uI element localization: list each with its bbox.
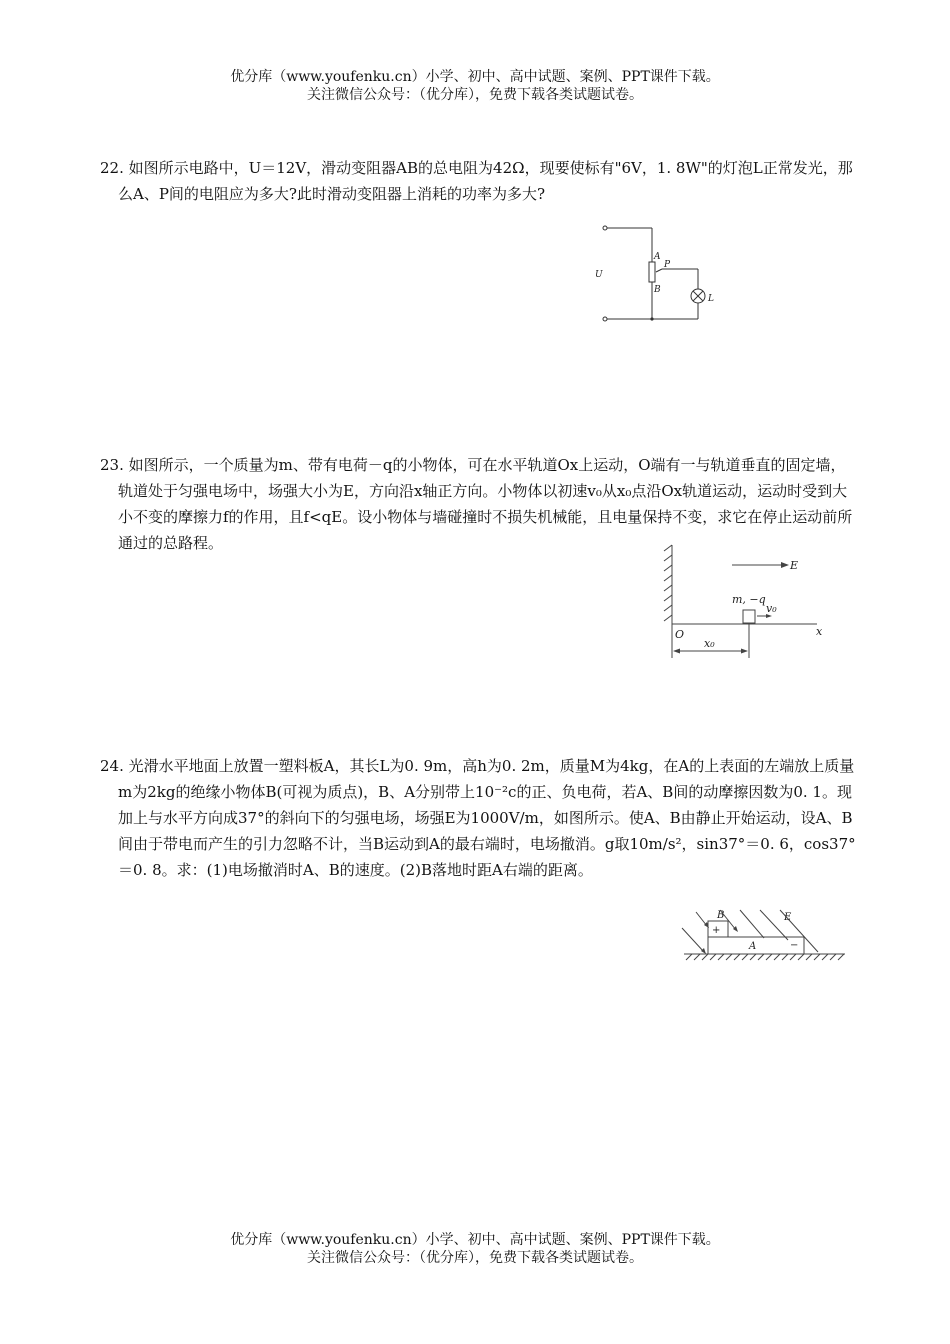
label-minus: − xyxy=(790,940,799,951)
label-plus: + xyxy=(712,925,721,936)
label-a: A xyxy=(749,941,757,952)
label-mq: m, −q xyxy=(732,593,766,606)
header-line-2: 关注微信公众号：（优分库），免费下载各类试题试卷。 xyxy=(307,87,643,103)
label-o: O xyxy=(675,628,685,641)
circuit-diagram xyxy=(590,222,720,327)
label-a: A xyxy=(654,252,661,262)
label-b: B xyxy=(654,285,661,295)
label-x: x xyxy=(816,625,823,638)
label-u: U xyxy=(595,270,603,280)
label-x0: x₀ xyxy=(704,637,715,650)
track-wall-diagram xyxy=(662,543,837,663)
label-b: B xyxy=(717,910,725,921)
label-p: P xyxy=(664,260,671,270)
question-24 xyxy=(100,753,860,883)
question-24-text: 24. 光滑水平地面上放置一塑料板A，其长L为0. 9m，高h为0. 2m，质量M为4kg，在A的上表面的左端放上质量m为2kg的绝缘小物体B(可视为质点)，B、A分别带上10⁻²c的正、负电荷，若A、B间的动摩擦因数为0. 1。现加上与水平方向成37°的斜向下的匀强电场，场强E为1000V/m，如图所示。使A、B由静止开始运动，设A、B间由于带电而产生的引力忽略不计，当B运动到A的最右端时，电场撤消。g取10m/s²，sin37°＝0. 6，cos37°＝0. 8。求：(1)电场撤消时A、B的速度。(2)B落地时距A右端的距离。 xyxy=(100,757,856,879)
page-header xyxy=(0,68,950,104)
question-22-text: 22. 如图所示电路中，U＝12V，滑动变阻器AB的总电阻为42Ω，现要使标有"6V，1. 8W"的灯泡L正常发光，那么A、P间的电阻应为多大?此时滑动变阻器上消耗的功率为多大? xyxy=(100,159,853,203)
question-22 xyxy=(100,155,860,207)
label-l: L xyxy=(708,294,714,304)
footer-line-2: 关注微信公众号：（优分库），免费下载各类试题试卷。 xyxy=(307,1250,643,1266)
label-e: E xyxy=(790,559,799,572)
question-23 xyxy=(100,452,860,556)
question-23-text: 23. 如图所示，一个质量为m、带有电荷－q的小物体，可在水平轨道Ox上运动，O端有一与轨道垂直的固定墙，轨道处于匀强电场中，场强大小为E，方向沿x轴正方向。小物体以初速v₀从x₀点沿Ox轨道运动，运动时受到大小不变的摩擦力f的作用，且f<qE。设小物体与墙碰撞时不损失机械能，且电量保持不变，求它在停止运动前所通过的总路程。 xyxy=(100,456,853,552)
page-footer xyxy=(0,1231,950,1267)
header-line-1: 优分库（www.youfenku.cn）小学、初中、高中试题、案例、PPT课件下载。 xyxy=(230,69,720,85)
label-e: E xyxy=(784,912,792,923)
plate-field-diagram xyxy=(680,908,850,970)
label-v0: v₀ xyxy=(766,602,777,615)
footer-line-1: 优分库（www.youfenku.cn）小学、初中、高中试题、案例、PPT课件下载。 xyxy=(230,1232,720,1248)
